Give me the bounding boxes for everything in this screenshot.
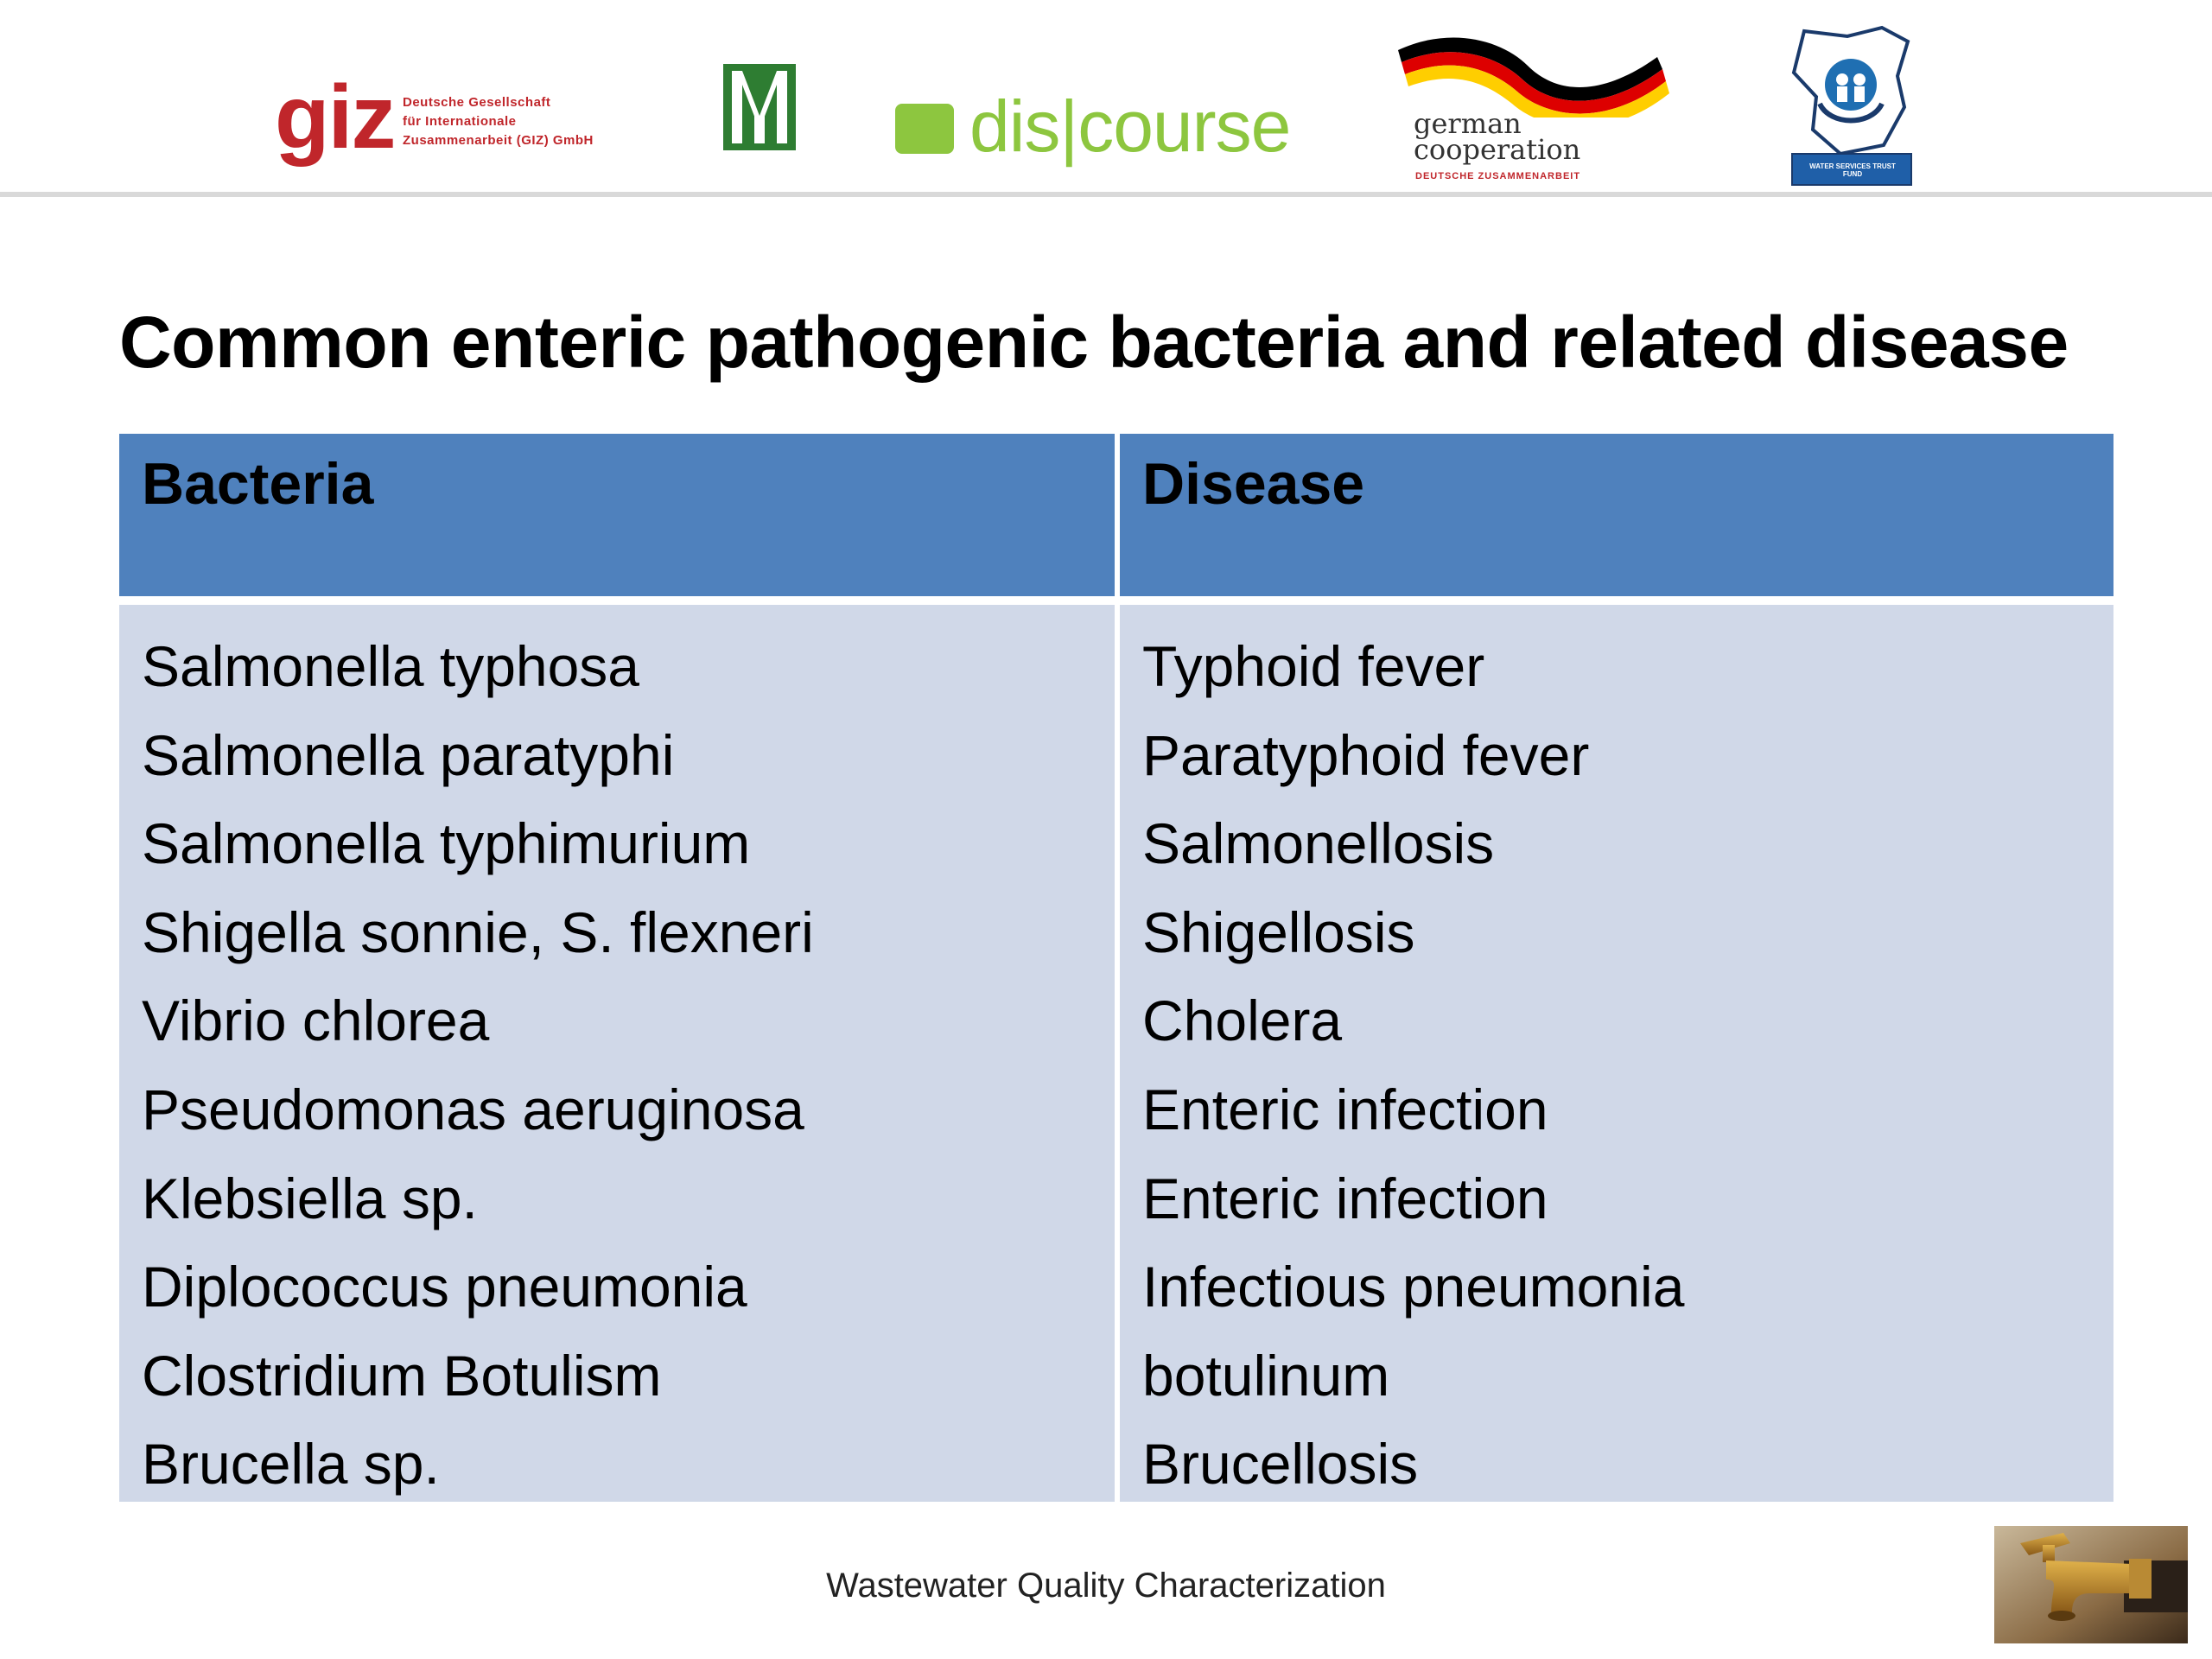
german-cooperation-wordmark: german cooperation <box>1414 107 1581 166</box>
giz-logo <box>275 67 620 176</box>
table-cell-disease: botulinum <box>1142 1343 1390 1408</box>
column-header-bacteria: Bacteria <box>119 434 1115 596</box>
table-cell-bacteria: Shigella sonnie, S. flexneri <box>142 899 814 964</box>
german-flag-ribbon-icon <box>1398 31 1675 118</box>
slide-title: Common enteric pathogenic bacteria and related disease <box>119 302 2069 383</box>
table-cell-disease: Infectious pneumonia <box>1142 1255 1685 1319</box>
table-body <box>119 605 2113 1502</box>
table-cell-disease: Salmonellosis <box>1142 811 1495 876</box>
table-header-row <box>119 434 2113 596</box>
table-cell-disease: Shigellosis <box>1142 899 1415 964</box>
table-cell-disease: Enteric infection <box>1142 1077 1548 1141</box>
table-cell-disease: Typhoid fever <box>1142 634 1485 698</box>
column-header-disease: Disease <box>1120 434 2113 596</box>
table-cell-disease: Enteric infection <box>1142 1166 1548 1230</box>
table-cell-bacteria: Salmonella typhosa <box>142 634 640 698</box>
giz-subtext: Deutsche Gesellschaft für Internationale Zusammenarbeit (GIZ) GmbH <box>403 95 594 148</box>
logo-bar-divider <box>0 192 2212 197</box>
table-cell-bacteria: Klebsiella sp. <box>142 1166 478 1230</box>
table-cell-bacteria: Salmonella typhimurium <box>142 811 751 876</box>
german-cooperation-subtext: DEUTSCHE ZUSAMMENARBEIT <box>1415 171 1581 181</box>
discourse-logo <box>895 86 1301 168</box>
table-cell-bacteria: Diplococcus pneumonia <box>142 1255 747 1319</box>
bacteria-column <box>119 605 1115 1502</box>
m-logo-icon <box>723 64 796 150</box>
table-cell-disease: Paratyphoid fever <box>1142 722 1590 787</box>
logo-bar <box>0 0 2212 192</box>
water-tap-icon <box>1994 1526 2188 1643</box>
water-services-trust-fund-label: WATER SERVICES TRUST FUND <box>1809 162 1896 178</box>
table-cell-bacteria: Clostridium Botulism <box>142 1343 662 1408</box>
header-separator <box>119 596 2113 605</box>
disease-column <box>1120 605 2113 1502</box>
bacteria-disease-table <box>119 434 2113 1502</box>
german-cooperation-logo <box>1398 31 1675 187</box>
table-cell-bacteria: Brucella sp. <box>142 1432 440 1497</box>
table-cell-bacteria: Vibrio chlorea <box>142 988 490 1053</box>
table-cell-disease: Brucellosis <box>1142 1432 1419 1497</box>
table-cell-bacteria: Pseudomonas aeruginosa <box>142 1077 804 1141</box>
discourse-square-icon <box>895 104 954 154</box>
giz-wordmark: giz <box>275 67 395 168</box>
table-cell-bacteria: Salmonella paratyphi <box>142 722 675 787</box>
discourse-wordmark: dis|course <box>969 86 1291 167</box>
table-cell-disease: Cholera <box>1142 988 1343 1053</box>
water-services-trust-fund-logo <box>1787 24 1916 188</box>
footer-caption: Wastewater Quality Characterization <box>826 1567 1386 1605</box>
